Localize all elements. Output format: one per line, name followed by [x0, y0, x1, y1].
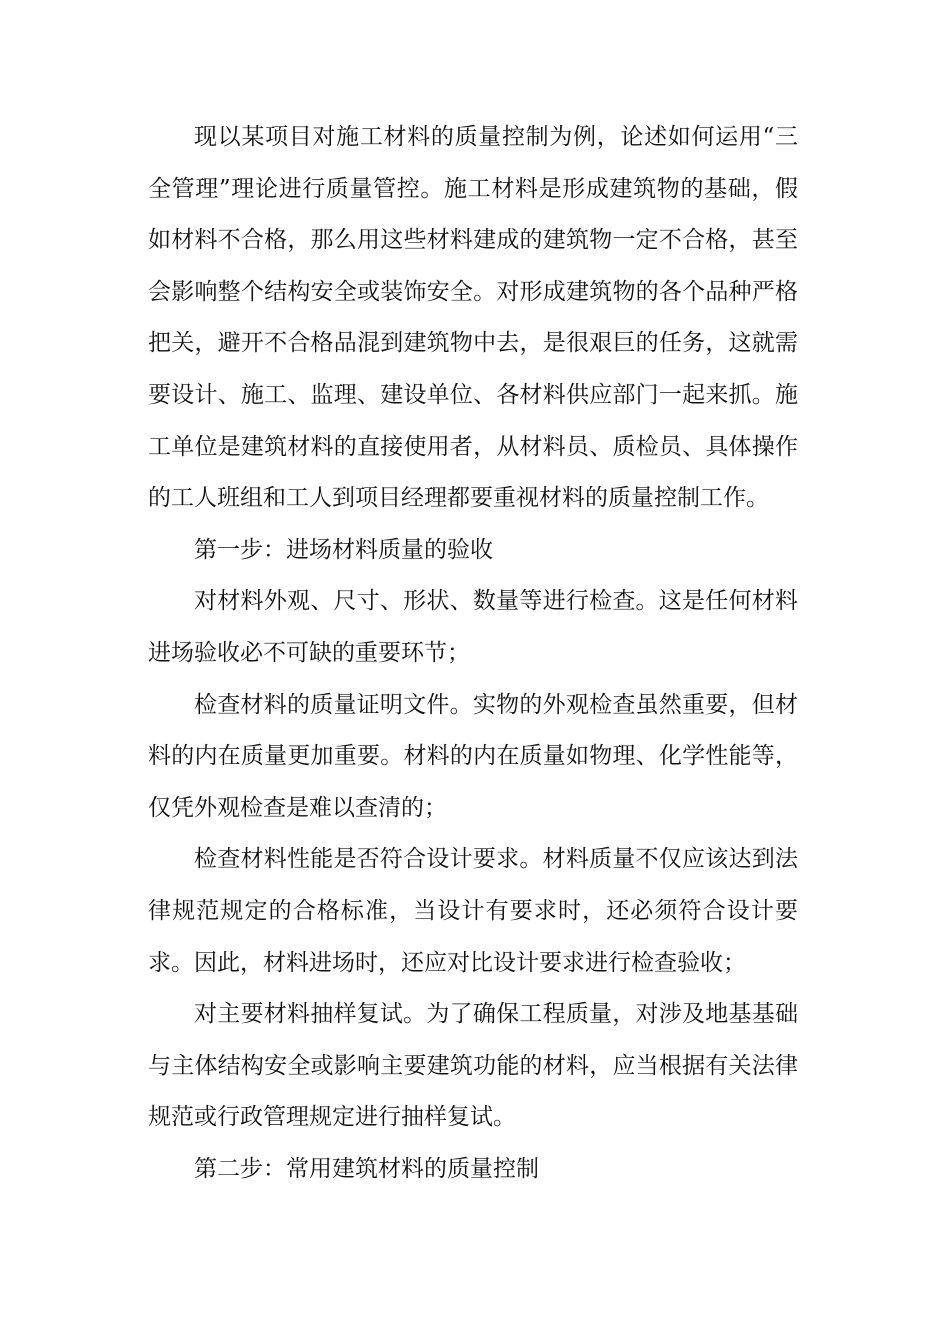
- paragraph-appearance-check: 对材料外观、尺寸、形状、数量等进行检查。这是任何材料进场验收必不可缺的重要环节；: [148, 588, 798, 666]
- paragraph-certificate-check: 检查材料的质量证明文件。实物的外观检查虽然重要，但材料的内在质量更加重要。材料的内在质量如物理、化学性能等，仅凭外观检查是难以查清的；: [148, 691, 798, 821]
- paragraph-intro: 现以某项目对施工材料的质量控制为例，论述如何运用“三全管理”理论进行质量管控。施工材料是形成建筑物的基础，假如材料不合格，那么用这些材料建成的建筑物一定不合格，甚至会影响整个结构安全或装饰安全。对形成建筑物的各个品种严格把关，避开不合格品混到建筑物中去，是很艰巨的任务，这就需要设计、施工、监理、建设单位、各材料供应部门一起来抓。施工单位是建筑材料的直接使用者，从材料员、质检员、具体操作的工人班组和工人到项目经理都要重视材料的质量控制工作。: [148, 124, 798, 512]
- step-one-heading: 第一步：进场材料质量的验收: [194, 536, 493, 563]
- paragraph-design-check: 检查材料性能是否符合设计要求。材料质量不仅应该达到法律规范规定的合格标准，当设计有要求时，还必须符合设计要求。因此，材料进场时，还应对比设计要求进行检查验收；: [148, 846, 798, 976]
- step-two-heading: 第二步：常用建筑材料的质量控制: [194, 1155, 539, 1182]
- paragraph-sample-retest: 对主要材料抽样复试。为了确保工程质量，对涉及地基基础与主体结构安全或影响主要建筑功能的材料，应当根据有关法律规范或行政管理规定进行抽样复试。: [148, 1001, 798, 1131]
- document-body: [148, 112, 798, 1195]
